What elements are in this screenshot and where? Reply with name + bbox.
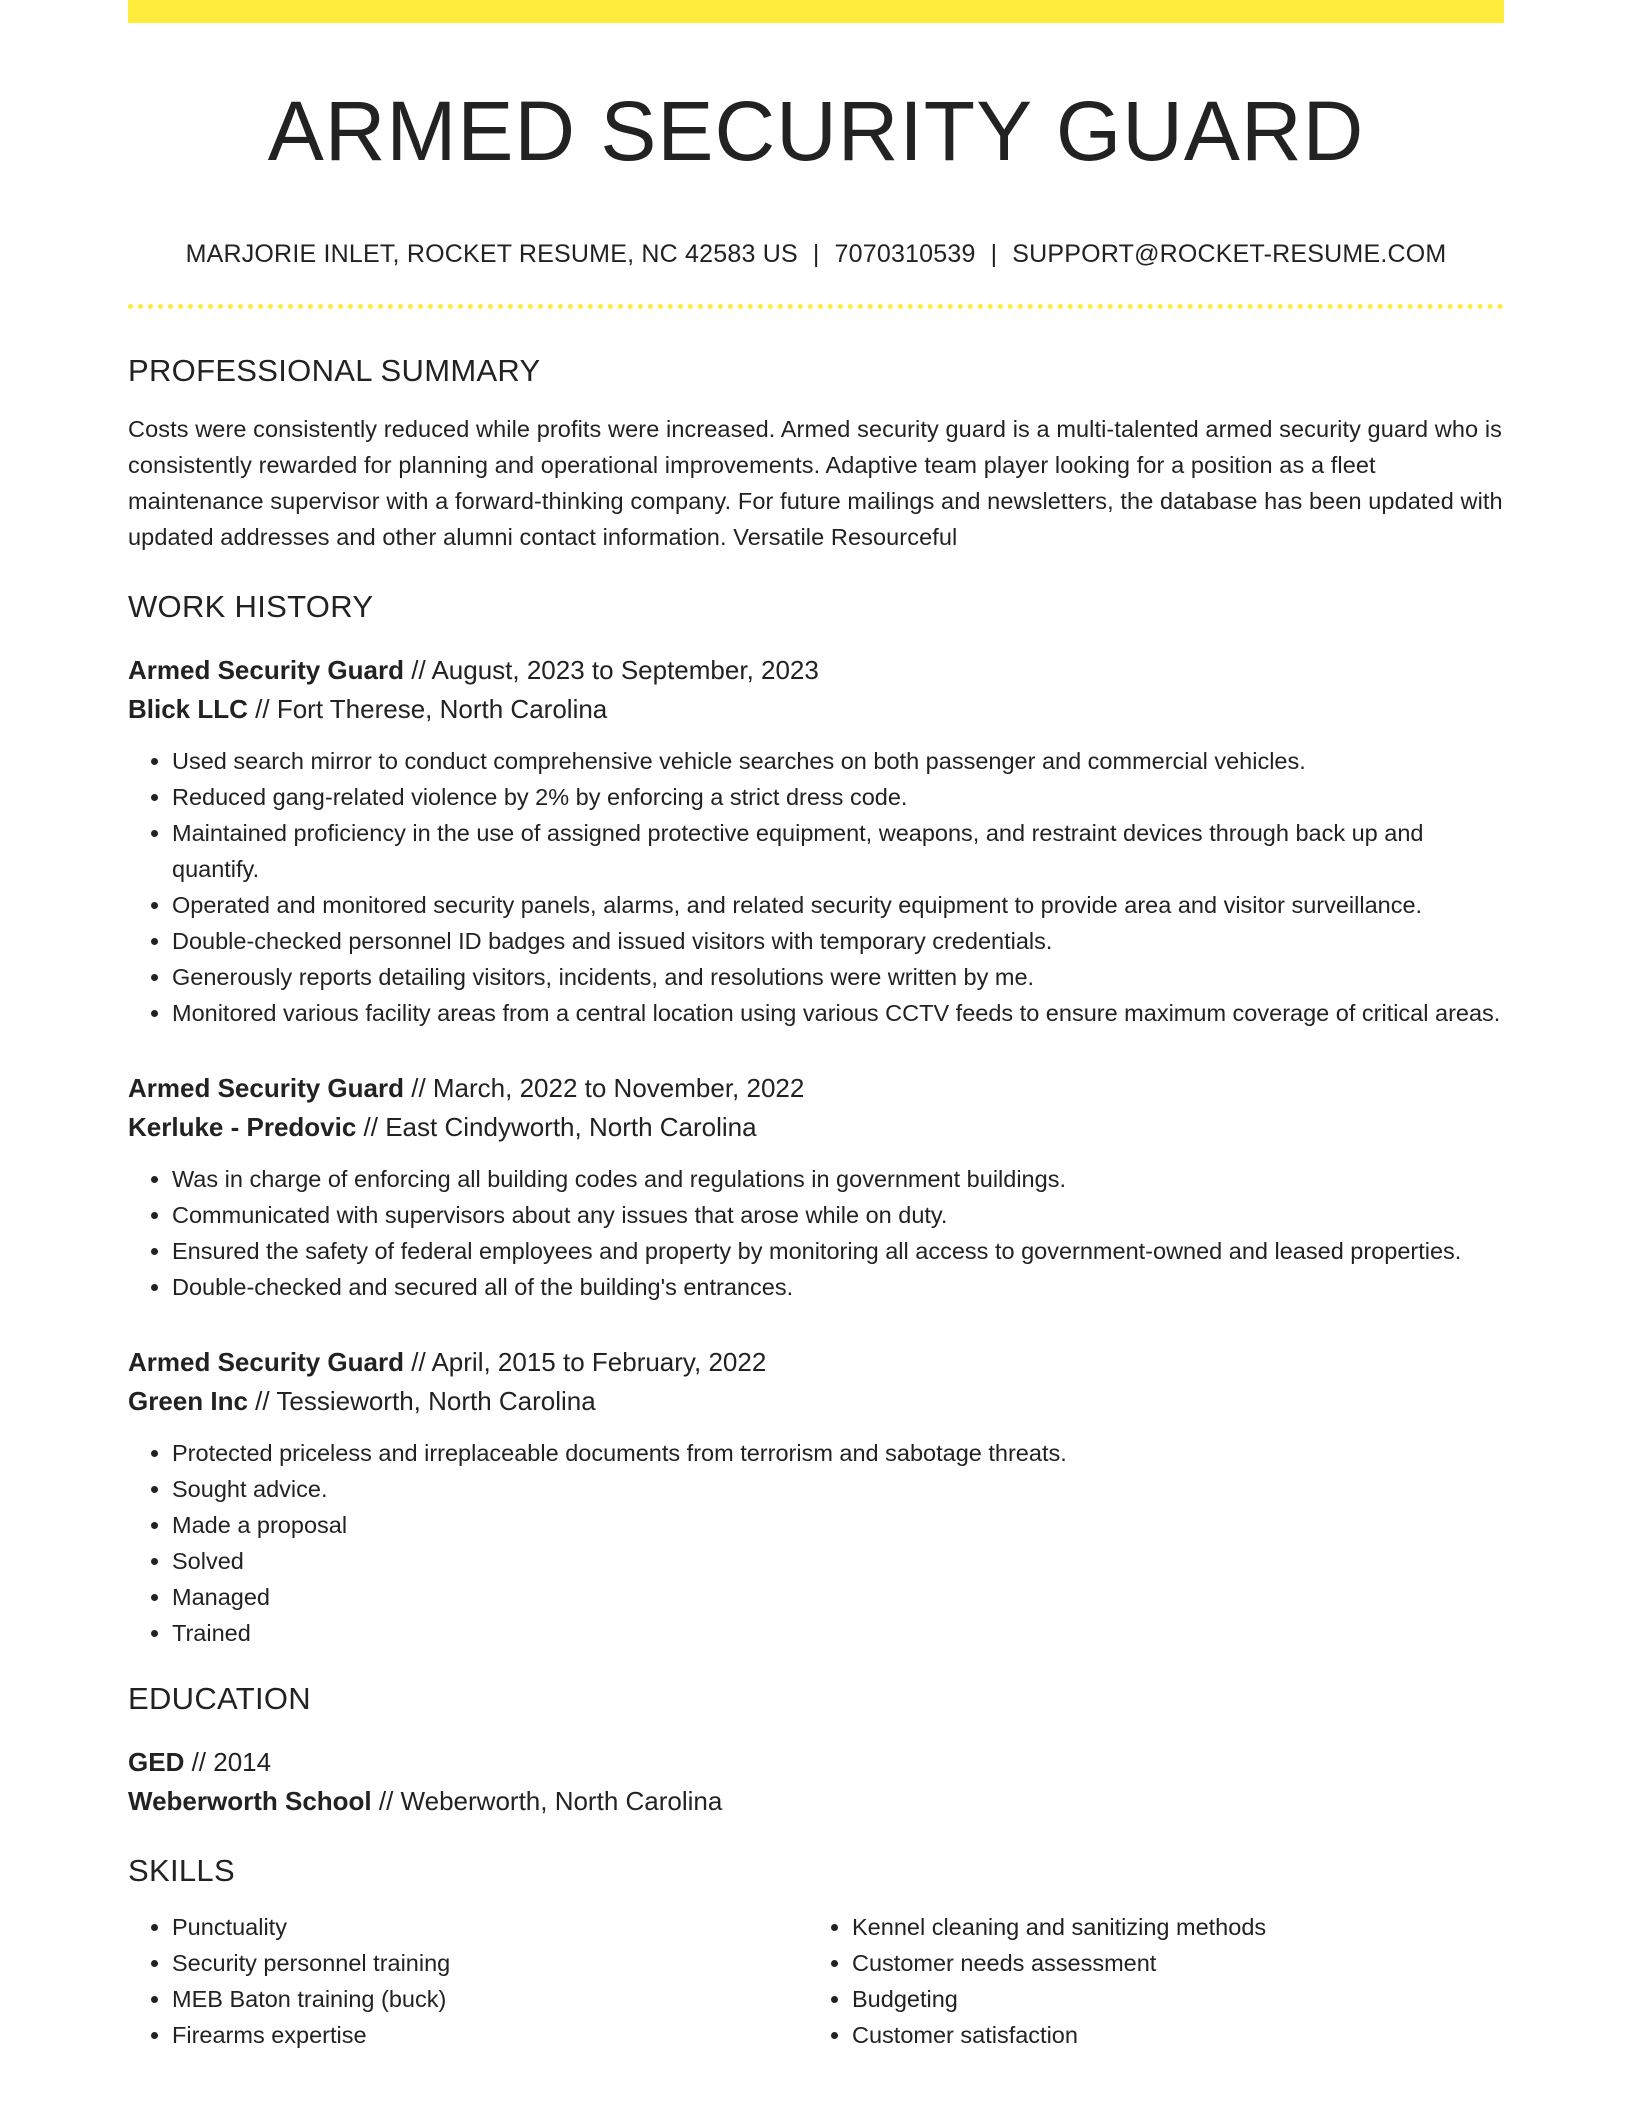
contact-line <box>128 238 1504 270</box>
job-company: Kerluke - Predovic <box>128 1112 357 1142</box>
job-title-line <box>128 651 1504 690</box>
job-company-line <box>128 1108 1504 1147</box>
list-item: • Reduced gang-related violence by 2% by enforcing a strict dress code. <box>172 779 1504 815</box>
job-bullets <box>128 743 1504 1031</box>
contact-separator: | <box>990 240 998 268</box>
contact-phone: 7070310539 <box>834 240 976 268</box>
list-item: • Communicated with supervisors about any issues that arose while on duty. <box>172 1197 1504 1233</box>
job-dates: // March, 2022 to November, 2022 <box>411 1073 805 1103</box>
list-item: • Used search mirror to conduct comprehensive vehicle searches on both passenger and commercial vehicles. <box>172 743 1504 779</box>
list-item: • Generously reports detailing visitors, incidents, and resolutions were written by me. <box>172 959 1504 995</box>
resume-name: ARMED SECURITY GUARD <box>267 84 1365 178</box>
list-item: • Customer satisfaction <box>852 2017 1488 2053</box>
job-bullets <box>128 1435 1504 1651</box>
list-item: • Double-checked and secured all of the building's entrances. <box>172 1269 1504 1305</box>
list-item: • Protected priceless and irreplaceable documents from terrorism and sabotage threats. <box>172 1435 1504 1471</box>
job-role: Armed Security Guard <box>128 655 404 685</box>
work-history-heading: WORK HISTORY <box>128 589 374 624</box>
list-item: • Kennel cleaning and sanitizing methods <box>852 1909 1488 1945</box>
job-company-line <box>128 690 1504 729</box>
summary-text: Costs were consistently reduced while profits were increased. Armed security guard is a multi-talented armed security guard who is consistently rewarded for planning and operational improvements. Adaptive team player looking for a position as a fleet maintenance supervisor with a forward-thinking company. For future mailings and newsletters, the database has been updated with updated addresses and other alumni contact information. Versatile Resourceful <box>128 416 1503 550</box>
skills-left-list <box>128 1909 808 2053</box>
job-role: Armed Security Guard <box>128 1347 404 1377</box>
list-item: • Maintained proficiency in the use of assigned protective equipment, weapons, and restraint devices through back up and quantify. <box>172 815 1504 887</box>
education-heading: EDUCATION <box>128 1681 311 1716</box>
list-item: • MEB Baton training (buck) <box>172 1981 808 2017</box>
list-item: • Sought advice. <box>172 1471 1504 1507</box>
job-company-line <box>128 1382 1504 1421</box>
list-item: • Managed <box>172 1579 1504 1615</box>
job-entry <box>128 1069 1504 1305</box>
list-item: • Firearms expertise <box>172 2017 808 2053</box>
list-item: • Security personnel training <box>172 1945 808 1981</box>
list-item: • Operated and monitored security panels, alarms, and related security equipment to provide area and visitor surveillance. <box>172 887 1504 923</box>
job-company: Blick LLC <box>128 694 248 724</box>
education-school: Weberworth School <box>128 1786 372 1816</box>
top-accent-bar <box>128 0 1504 23</box>
job-entry <box>128 651 1504 1031</box>
dotted-divider <box>128 304 1504 309</box>
skills-columns <box>128 1909 1504 2053</box>
job-title-line <box>128 1343 1504 1382</box>
contact-email: SUPPORT@ROCKET-RESUME.COM <box>1012 240 1447 268</box>
job-entry <box>128 1343 1504 1651</box>
job-title-line <box>128 1069 1504 1108</box>
list-item: • Was in charge of enforcing all building codes and regulations in government buildings. <box>172 1161 1504 1197</box>
list-item: • Monitored various facility areas from a central location using various CCTV feeds to ensure maximum coverage of critical areas. <box>172 995 1504 1031</box>
job-role: Armed Security Guard <box>128 1073 404 1103</box>
list-item: • Solved <box>172 1543 1504 1579</box>
list-item: • Made a proposal <box>172 1507 1504 1543</box>
job-dates: // April, 2015 to February, 2022 <box>411 1347 767 1377</box>
list-item: • Budgeting <box>852 1981 1488 2017</box>
education-degree: GED <box>128 1747 185 1777</box>
education-degree-line <box>128 1743 1504 1782</box>
list-item: • Double-checked personnel ID badges and issued visitors with temporary credentials. <box>172 923 1504 959</box>
contact-address: MARJORIE INLET, ROCKET RESUME, NC 42583 US <box>185 240 798 268</box>
job-dates: // August, 2023 to September, 2023 <box>411 655 819 685</box>
contact-separator: | <box>812 240 820 268</box>
job-company: Green Inc <box>128 1386 248 1416</box>
list-item: • Ensured the safety of federal employees and property by monitoring all access to government-owned and leased properties. <box>172 1233 1504 1269</box>
skills-heading: SKILLS <box>128 1853 235 1888</box>
resume-page <box>128 0 1504 2053</box>
skills-right-list <box>808 1909 1488 2053</box>
job-location: // East Cindyworth, North Carolina <box>363 1112 757 1142</box>
education-entry <box>128 1743 1504 1821</box>
list-item: • Trained <box>172 1615 1504 1651</box>
list-item: • Customer needs assessment <box>852 1945 1488 1981</box>
education-location: // Weberworth, North Carolina <box>378 1786 723 1816</box>
job-location: // Fort Therese, North Carolina <box>255 694 608 724</box>
list-item: • Punctuality <box>172 1909 808 1945</box>
job-bullets <box>128 1161 1504 1305</box>
education-year: // 2014 <box>191 1747 272 1777</box>
summary-heading: PROFESSIONAL SUMMARY <box>128 353 541 388</box>
education-school-line <box>128 1782 1504 1821</box>
job-location: // Tessieworth, North Carolina <box>255 1386 596 1416</box>
